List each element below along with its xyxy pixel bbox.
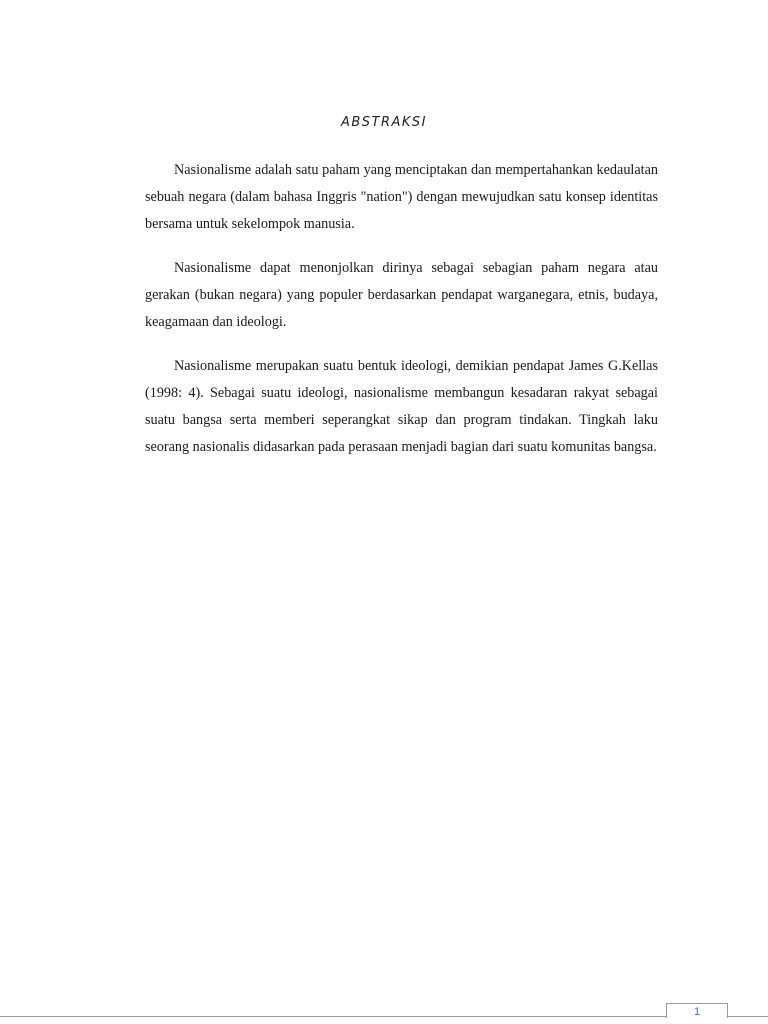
page-number-box — [666, 1003, 728, 1018]
document-title: ABSTRAKSI — [340, 115, 428, 130]
page-number: 1 — [693, 1006, 701, 1018]
paragraph-3: Nasionalisme merupakan suatu bentuk ideologi, demikian pendapat James G.Kellas (1998: 4). Sebagai suatu ideologi, nasionalisme membangun kesadaran rakyat sebagai suatu bangsa serta memberi seperangkat sikap dan program tindakan. Tingkah laku seorang nasionalis didasarkan pada perasaan menjadi bagian dari suatu komunitas bangsa. — [145, 358, 658, 455]
footer-rule — [0, 1016, 768, 1017]
document-body — [145, 157, 658, 478]
paragraph-1: Nasionalisme adalah satu paham yang menciptakan dan mempertahankan kedaulatan sebuah negara (dalam bahasa Inggris "nation") dengan mewujudkan satu konsep identitas bersama untuk sekelompok manusia. — [145, 162, 658, 232]
paragraph-2: Nasionalisme dapat menonjolkan dirinya sebagai sebagian paham negara atau gerakan (bukan negara) yang populer berdasarkan pendapat warganegara, etnis, budaya, keagamaan dan ideologi. — [145, 260, 658, 330]
